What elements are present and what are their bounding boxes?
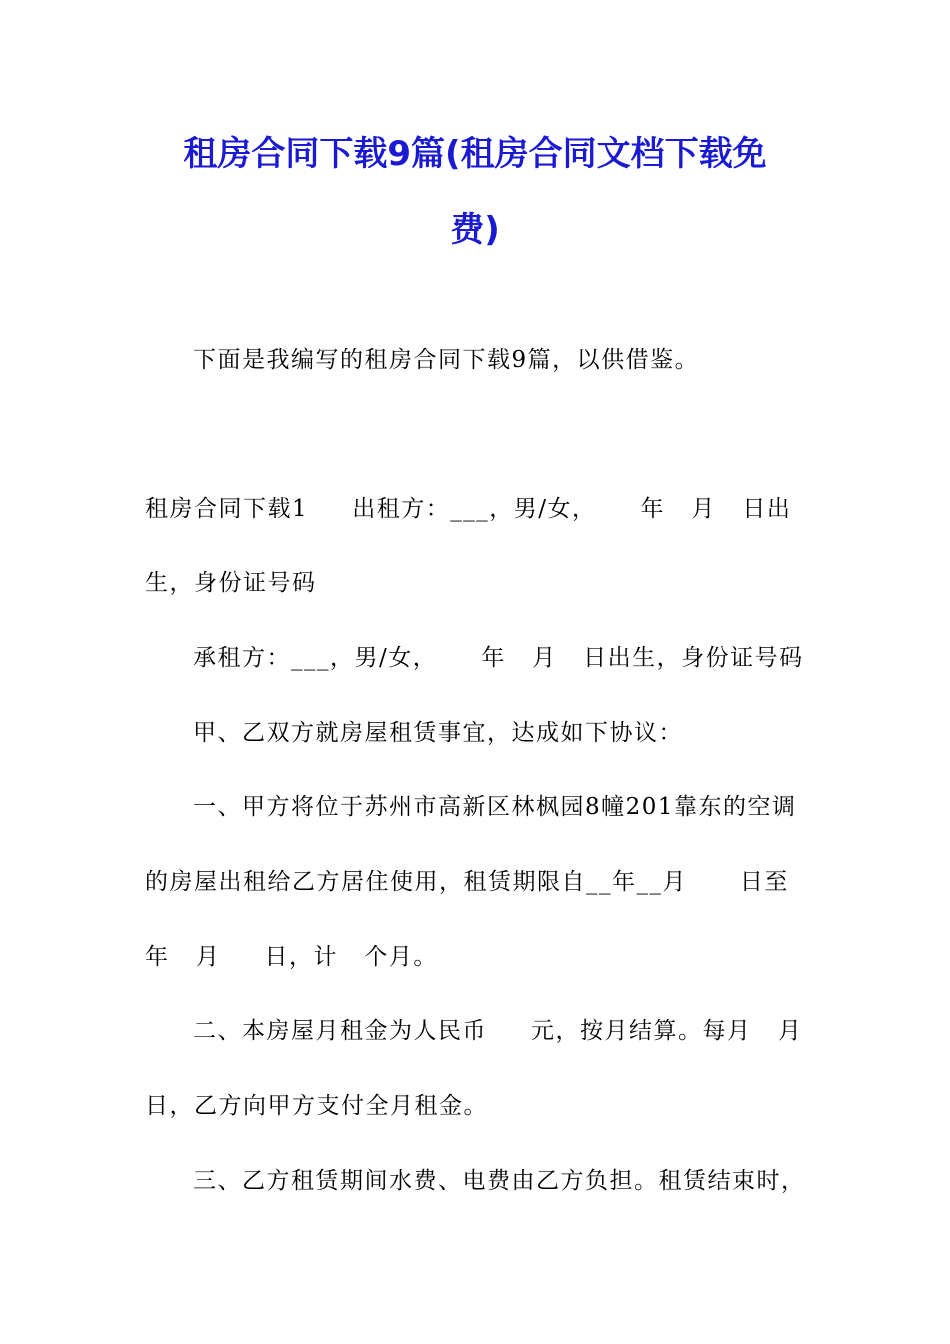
clause-one-line: 一、甲方将位于苏州市高新区林枫园8幢201靠东的空调 [193,794,797,820]
clause-two-line: 二、本房屋月租金为人民币 元，按月结算。每月 月 [193,1018,803,1044]
intro-paragraph: 下面是我编写的租房合同下载9篇，以供借鉴。 [193,347,700,373]
title-line-1: 租房合同下载9篇(租房合同文档下载免 [183,134,767,174]
paragraph-line: 甲、乙双方就房屋租赁事宜，达成如下协议： [193,720,683,746]
document-title [145,116,805,268]
paragraph-line: 日，乙方向甲方支付全月租金。 [145,1093,488,1119]
contract-heading-line: 租房合同下载1 出租方：___，男/女， 年 月 日出 [145,496,792,522]
paragraph-line: 承租方：___，男/女， 年 月 日出生，身份证号码 [193,645,804,671]
paragraph-line: 年 月 日，计 个月。 [145,944,438,970]
paragraph-line: 生，身份证号码 [145,570,317,596]
clause-three-line: 三、乙方租赁期间水费、电费由乙方负担。租赁结束时， [193,1168,806,1194]
title-line-2: 费) [450,210,500,250]
paragraph-line: 的房屋出租给乙方居住使用，租赁期限自__年__月 日至 [145,869,789,895]
